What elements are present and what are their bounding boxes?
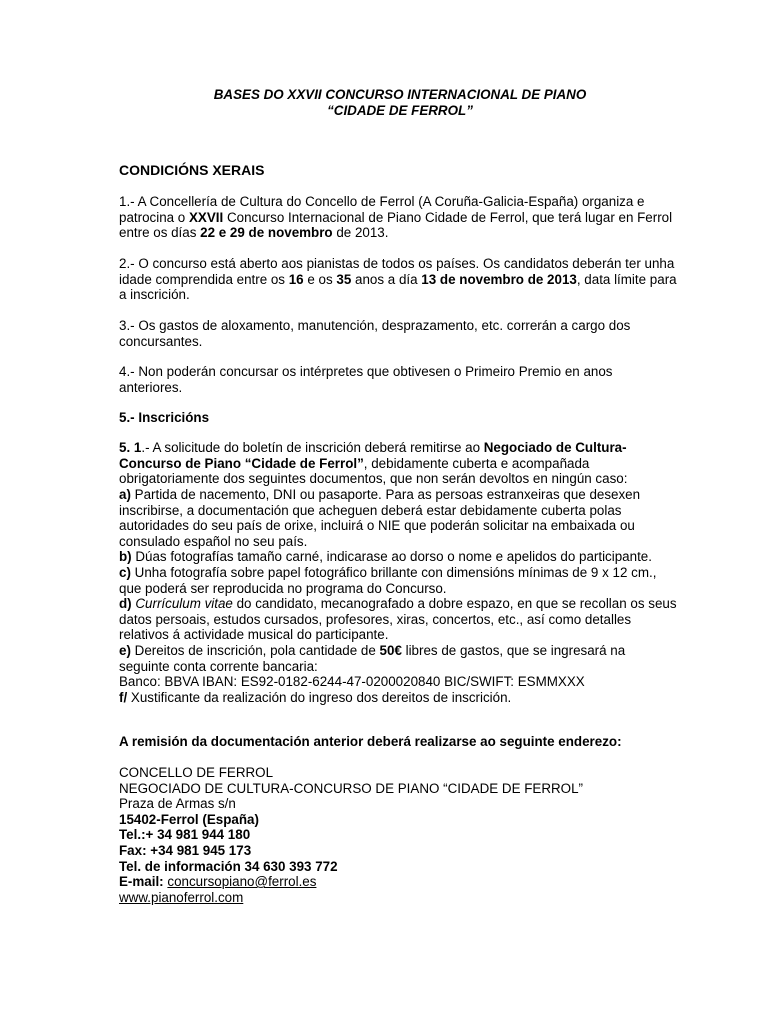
address-email — [119, 874, 679, 890]
p1-dates: 22 e 29 de novembro — [200, 225, 333, 241]
p2-deadline: 13 de novembro de 2013 — [421, 271, 577, 287]
item-d-cv: Currículum vitae — [135, 596, 233, 612]
email-label: E-mail: — [119, 874, 168, 890]
p1-text-a: 1.- A Concellería de Cultura do Concello de Ferrol (A Coruña-Galicia-España) organiza e patrocina o — [119, 194, 645, 225]
p51-office: Negociado de Cultura-Concurso de Piano “Cidade de Ferrol” — [119, 440, 627, 471]
website-link[interactable]: www.pianoferrol.com — [119, 889, 244, 905]
p2-text-g: , data límite para a inscrición. — [119, 271, 677, 303]
bank-details: Banco: BBVA IBAN: ES92-0182-6244-47-0200020840 BIC/SWIFT: ESMMXXX — [119, 674, 585, 690]
title-line-2: “CIDADE DE FERROL” — [327, 102, 473, 118]
list-item-d — [119, 596, 679, 643]
title-line-1: BASES DO XXVII CONCURSO INTERNACIONAL DE PIANO — [213, 87, 587, 102]
item-f-text: Xustificante da realización do ingreso dos dereitos de inscrición. — [127, 689, 512, 705]
item-b-text: Dúas fotografías tamaño carné, indicarase ao dorso o nome e apelidos do participante. — [131, 549, 652, 565]
paragraph-5-1 — [119, 440, 679, 487]
address-line-4: 15402-Ferrol (España) — [119, 811, 259, 827]
address-line-2: NEGOCIADO DE CULTURA-CONCURSO DE PIANO “CIDADE DE FERROL” — [119, 780, 584, 796]
p51-text-a: .- A solicitude do boletín de inscrición deberá remitirse ao — [141, 440, 484, 455]
requirements-list — [119, 487, 679, 705]
p2-text-a: 2.- O concurso está aberto aos pianistas de todos os países. Os candidatos deberán ter unha idade comprendida entre os — [119, 256, 675, 287]
paragraph-4: 4.- Non poderán concursar os intérpretes que obtivesen o Primeiro Premio en anos anteriores. — [119, 364, 613, 395]
item-c-label: c) — [119, 564, 131, 580]
item-a-label: a) — [119, 487, 131, 502]
address-line-1: CONCELLO DE FERROL — [119, 765, 274, 780]
item-a-text: Partida de nacemento, DNI ou pasaporte. Para as persoas estranxeiras que desexen inscribirse, a documentación que acheguen deberá estar debidamente cuberta polas autoridades do seu país de orixe, incluirá o NIE que poderán solicitar na embaixada ou consulado español no seu país. — [119, 487, 641, 549]
section-heading-general: CONDICIÓNS XERAIS — [119, 162, 265, 178]
list-item-b — [119, 549, 679, 565]
paragraph-3: 3.- Os gastos de aloxamento, manutención, desprazamento, etc. correrán a cargo dos concursantes. — [119, 318, 631, 349]
address-fax: Fax: +34 981 945 173 — [119, 842, 252, 858]
email-link[interactable]: concursopiano@ferrol.es — [167, 874, 317, 890]
item-e-text-1: Dereitos de inscrición, pola cantidade de — [130, 642, 380, 658]
p2-text-c: e os — [303, 271, 337, 287]
item-d-label: d) — [119, 596, 132, 612]
p2-min-age: 16 — [288, 271, 304, 287]
address-phone: Tel.:+ 34 981 944 180 — [119, 827, 251, 843]
list-item-f — [119, 690, 679, 706]
item-e-text-2: libres de gastos, que se ingresará na seguinte conta corrente bancaria: — [119, 642, 626, 674]
postal-address — [119, 765, 679, 905]
list-item-a — [119, 487, 679, 549]
p51-number: 5. 1 — [119, 440, 142, 455]
item-e-label: e) — [119, 642, 131, 658]
paragraph-1 — [119, 194, 679, 241]
p1-text-e: de 2013. — [332, 225, 389, 241]
remission-notice: A remisión da documentación anterior deberá realizarse ao seguinte enderezo: — [119, 734, 622, 749]
item-e-amount: 50€ — [379, 642, 402, 658]
p1-text-c: Concurso Internacional de Piano Cidade de Ferrol, que terá lugar en Ferrol entre os días — [119, 209, 673, 241]
item-c-text: Unha fotografía sobre papel fotográfico brillante con dimensións mínimas de 9 x 12 cm., que poderá ser reproducida no programa do Concurso. — [119, 564, 657, 596]
address-line-3: Praza de Armas s/n — [119, 796, 236, 812]
section-heading-inscriptions: 5.- Inscricións — [119, 410, 210, 425]
item-b-label: b) — [119, 549, 132, 565]
p51-text-c: , debidamente cuberta e acompañada obrigatoriamente dos seguintes documentos, que non serán devoltos en ningún caso: — [119, 455, 628, 487]
address-info-phone: Tel. de información 34 630 393 772 — [119, 858, 338, 874]
item-f-label: f/ — [119, 689, 128, 705]
list-item-e — [119, 643, 679, 674]
paragraph-2 — [119, 256, 679, 303]
p1-edition: XXVII — [188, 209, 224, 225]
p2-text-e: anos a día — [351, 271, 422, 287]
p2-max-age: 35 — [336, 271, 352, 287]
document-title — [0, 87, 770, 118]
item-d-text: do candidato, mecanografado a dobre espazo, en que se recollan os seus datos persoais, estudos cursados, profesores, xiras, concertos, etc., así como detalles relativos á actividade musical do participante. — [119, 596, 677, 643]
list-item-c — [119, 565, 679, 596]
